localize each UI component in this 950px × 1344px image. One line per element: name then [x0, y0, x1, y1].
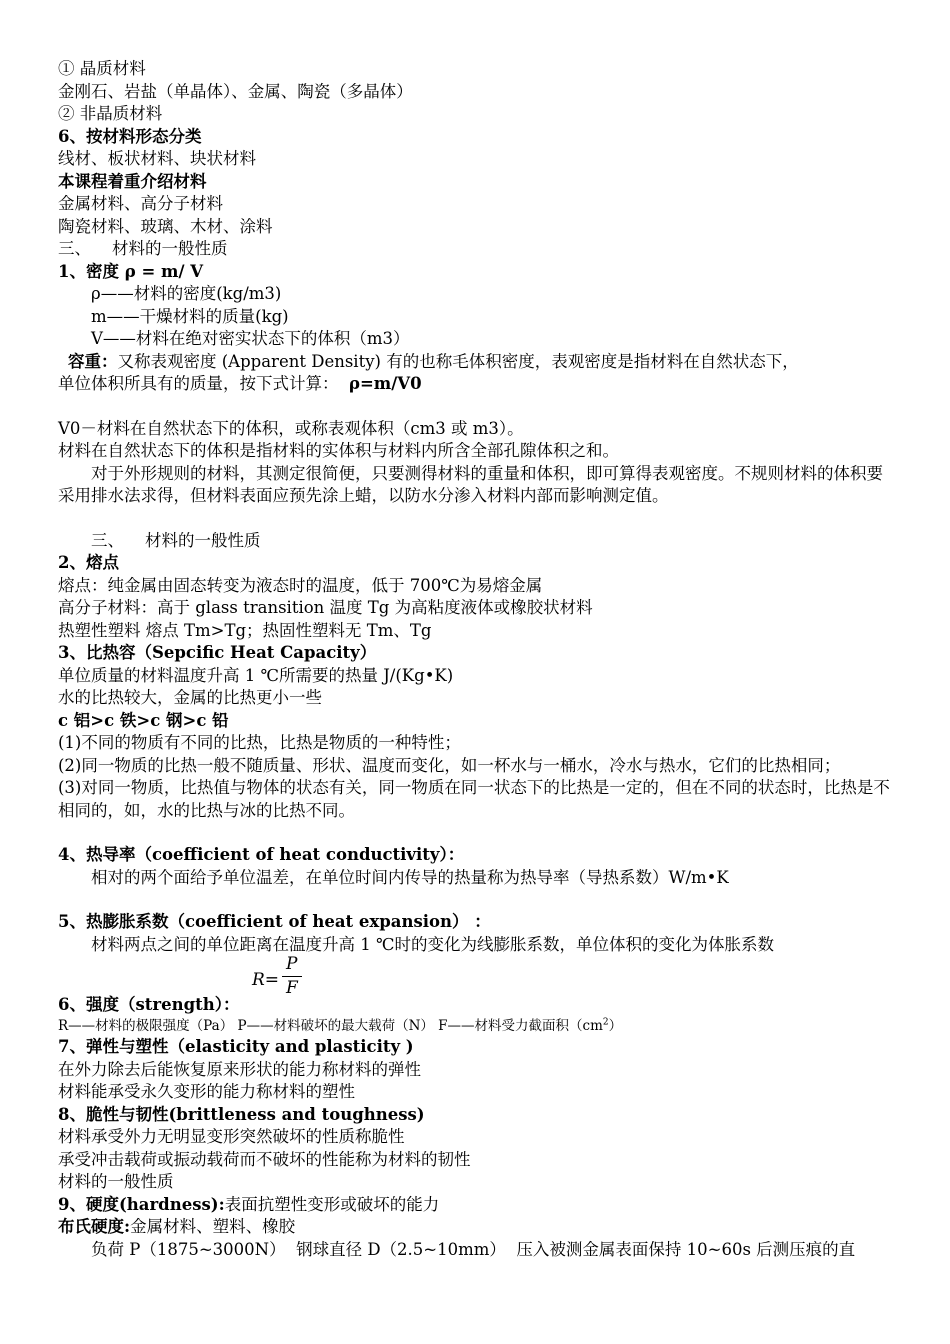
- definition-line: ρ——材料的密度(kg/m3): [91, 284, 282, 303]
- definition-line: V——材料在绝对密实状态下的体积（m3）: [91, 329, 410, 348]
- text-line: 陶瓷材料、玻璃、木材、涂料: [58, 216, 273, 236]
- legend-line: [58, 1016, 894, 1036]
- text-line: 金属材料、高分子材料: [58, 194, 223, 213]
- text-line: 热塑性塑料 熔点 Tm>Tg；热固性塑料无 Tm、Tg: [58, 620, 432, 640]
- text-line: 熔点：纯金属由固态转变为液态时的温度，低于 700℃为易熔金属: [58, 575, 543, 595]
- paragraph-line: [58, 373, 894, 396]
- superscript: 2: [602, 1017, 609, 1028]
- legend-text: ）: [608, 1018, 623, 1034]
- paragraph-line: [58, 1194, 894, 1217]
- text-line: 材料能承受永久变形的能力称材料的塑性: [58, 1082, 355, 1101]
- text-line: 负荷 P（1875~3000N） 钢球直径 D（2.5~10mm） 压入被测金属表面保持 10~60s 后测压痕的直: [91, 1239, 856, 1259]
- text-line: (1)不同的物质有不同的比热，比热是物质的一种特性；: [58, 733, 461, 752]
- paragraph-line: [58, 1216, 894, 1239]
- section-heading: 本课程着重介绍材料: [58, 171, 207, 191]
- term-text: 又称表观密度 (Apparent Density) 有的也称毛体积密度，表观密度是指材料在自然状态下，: [117, 351, 799, 371]
- document-page: [58, 58, 894, 1261]
- term-text: 单位体积所具有的质量，按下式计算：: [58, 374, 349, 393]
- paragraph: (2)同一物质的比热一般不随质量、形状、温度而变化，如一杯水与一桶水，冷水与热水，它们的比热相同；: [58, 755, 841, 775]
- fraction-bar: [282, 976, 302, 977]
- strength-row: [58, 956, 894, 1016]
- section-heading: 5、热膨胀系数（coefficient of heat expansion） ：: [58, 912, 491, 931]
- section-heading: 4、热导率（coefficient of heat conductivity）：: [58, 845, 465, 864]
- text-line: 线材、板状材料、块状材料: [58, 149, 256, 168]
- section-heading: 2、熔点: [58, 553, 119, 572]
- section-title: 三、 材料的一般性质: [91, 530, 261, 550]
- term-label: 容重：: [68, 351, 118, 371]
- text-line: 高分子材料：高于 glass transition 温度 Tg 为高粘度液体或橡胶状材料: [58, 598, 593, 617]
- text-line: 材料承受外力无明显变形突然破坏的性质称脆性: [58, 1127, 405, 1146]
- text-line: ① 晶质材料: [58, 59, 146, 78]
- text-line: 材料的一般性质: [58, 1172, 174, 1191]
- text-line: 金刚石、岩盐（单晶体）、金属、陶瓷（多晶体）: [58, 81, 413, 101]
- section-heading: 8、脆性与韧性(brittleness and toughness): [58, 1104, 425, 1124]
- section-heading: 6、强度（strength）：: [58, 994, 240, 1014]
- formula-lhs: R=: [252, 970, 280, 990]
- formula-numerator: P: [286, 954, 298, 974]
- text-line: 单位质量的材料温度升高 1 ℃所需要的热量 J/(Kg•K): [58, 665, 454, 685]
- text-line: 材料在自然状态下的体积是指材料的实体积与材料内所含全部孔隙体积之和。: [58, 441, 619, 460]
- section-title: 三、 材料的一般性质: [58, 239, 228, 258]
- comparison-line: c 铝>c 铁>c 钢>c 铅: [58, 710, 229, 730]
- legend-text: R——材料的极限强度（Pa） P——材料破坏的最大载荷（N） F——材料受力截面积（cm: [58, 1018, 603, 1034]
- text-line: 承受冲击载荷或振动载荷而不破坏的性能称为材料的韧性: [58, 1149, 471, 1169]
- term-label: 9、硬度(hardness):: [58, 1194, 225, 1214]
- text-line: 相对的两个面给予单位温差，在单位时间内传导的热量称为热导率（导热系数）W/m•K: [91, 867, 729, 887]
- section-heading: 7、弹性与塑性（elasticity and plasticity ): [58, 1037, 414, 1056]
- text-line: ② 非晶质材料: [58, 104, 163, 123]
- text-line: 材料两点之间的单位距离在温度升高 1 ℃时的变化为线膨胀系数，单位体积的变化为体胀系数: [91, 934, 774, 954]
- paragraph: (3)对同一物质，比热值与物体的状态有关，同一物质在同一状态下的比热是一定的，但在不同的状态时，比热是不相同的，如，水的比热与冰的比热不同。: [58, 778, 890, 820]
- section-heading: 6、按材料形态分类: [58, 126, 202, 146]
- paragraph: 对于外形规则的材料，其测定很简便，只要测得材料的重量和体积，即可算得表观密度。不规则材料的体积要采用排水法求得，但材料表面应预先涂上蜡，以防水分渗入材料内部而影响测定值。: [58, 463, 883, 505]
- section-heading: 1、密度 ρ = m/ V: [58, 261, 204, 281]
- term-text: 金属材料、塑料、橡胶: [130, 1217, 296, 1236]
- term-text: 表面抗塑性变形或破坏的能力: [224, 1194, 440, 1214]
- text-line: V0－材料在自然状态下的体积，或称表观体积（cm3 或 m3）。: [58, 418, 524, 438]
- text-line: 水的比热较大，金属的比热更小一些: [58, 688, 322, 707]
- text-line: 在外力除去后能恢复原来形状的能力称材料的弹性: [58, 1059, 421, 1079]
- definition-line: m——干燥材料的质量(kg): [91, 306, 289, 326]
- term-label: 布氏硬度:: [58, 1217, 131, 1236]
- formula: ρ=m/V0: [349, 374, 422, 393]
- formula-denominator: F: [286, 978, 298, 998]
- paragraph-line: [58, 351, 894, 374]
- section-heading: 3、比热容（Sepcific Heat Capacity）: [58, 643, 377, 662]
